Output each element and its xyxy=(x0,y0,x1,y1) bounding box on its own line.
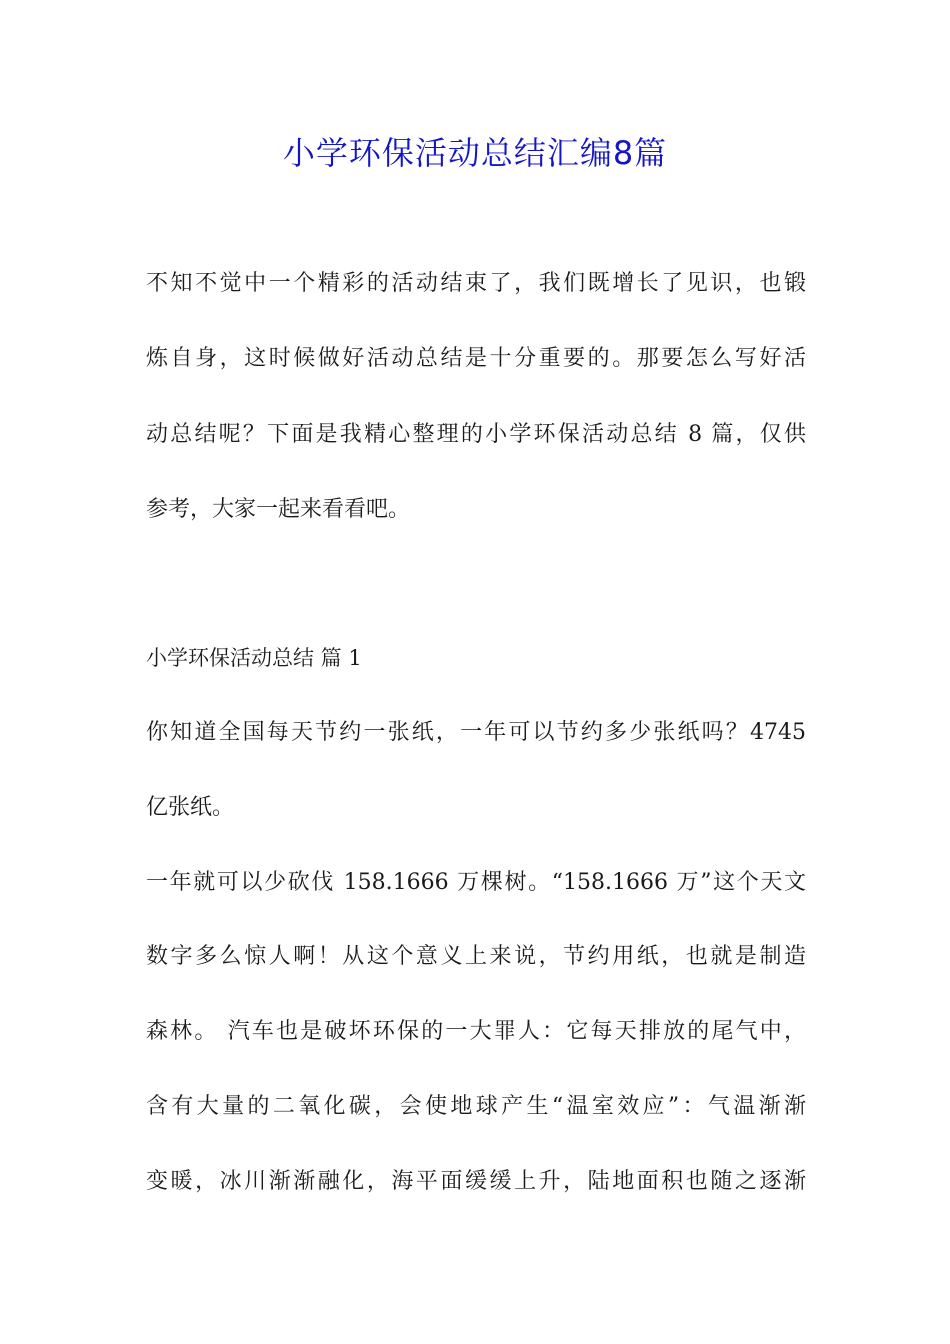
body-line: 亿张纸。 xyxy=(146,795,235,820)
intro-line: 参考，大家一起来看看吧。 xyxy=(146,497,411,522)
body-line: 含有大量的二氧化碳，会使地球产生“温室效应”：气温渐渐 xyxy=(146,1094,806,1119)
body-line: 森林。 汽车也是破坏环保的一大罪人：它每天排放的尾气中， xyxy=(146,1019,806,1044)
body-line: 数字多么惊人啊！从这个意义上来说，节约用纸，也就是制造 xyxy=(146,944,806,969)
body-line: 你知道全国每天节约一张纸，一年可以节约多少张纸吗？4745 xyxy=(146,720,806,745)
intro-line: 不知不觉中一个精彩的活动结束了，我们既增长了见识，也锻 xyxy=(146,271,806,296)
body-line: 一年就可以少砍伐 158.1666 万棵树。“158.1666 万”这个天文 xyxy=(146,870,806,895)
section-heading: 小学环保活动总结 篇 1 xyxy=(146,646,362,670)
body-line: 变暖，冰川渐渐融化，海平面缓缓上升，陆地面积也随之逐渐 xyxy=(146,1169,806,1194)
document-title: 小学环保活动总结汇编8篇 xyxy=(282,134,668,172)
intro-line: 炼自身，这时候做好活动总结是十分重要的。那要怎么写好活 xyxy=(146,346,806,371)
intro-line: 动总结呢？下面是我精心整理的小学环保活动总结 8 篇，仅供 xyxy=(146,422,806,447)
